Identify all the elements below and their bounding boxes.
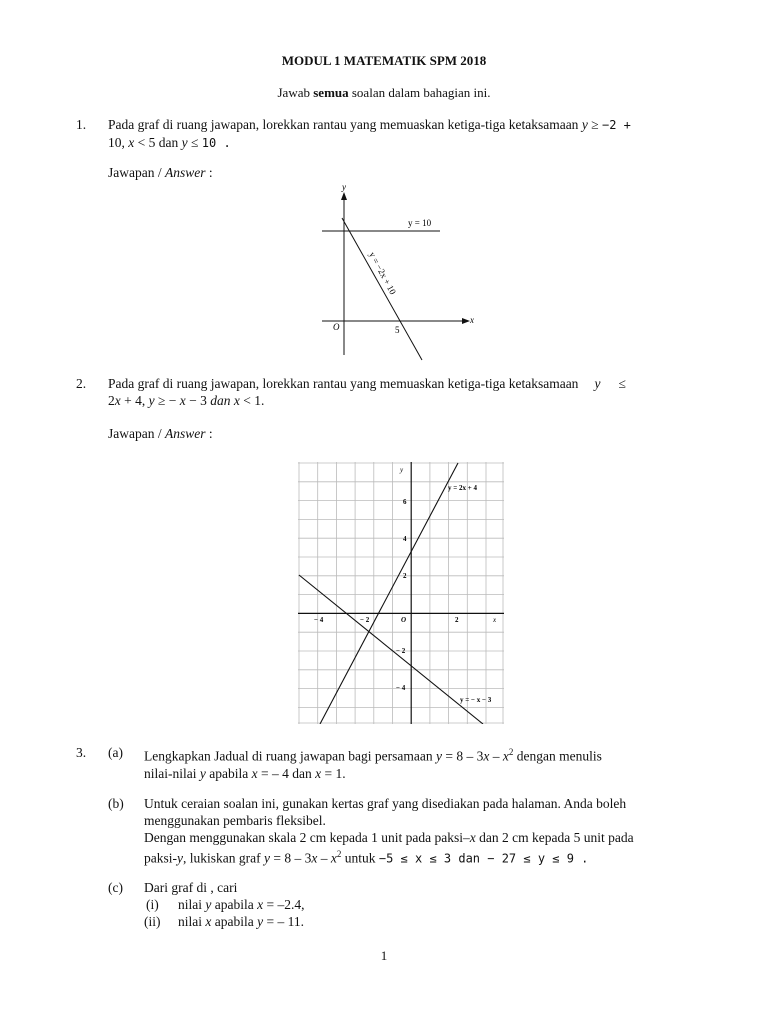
q3b-text <box>144 795 744 868</box>
q2-tick-x-neg4: − 4 <box>314 616 324 624</box>
q2-answer-label: Jawapan / Answer : <box>108 426 213 441</box>
q1-number: 1. <box>76 117 87 132</box>
q3b-line2: menggunakan pembaris fleksibel. <box>144 813 326 828</box>
q2-origin-label: O <box>401 616 407 624</box>
q2-tick-x-2: 2 <box>455 616 459 624</box>
q3b-line4: paksi-y, lukiskan graf $y = 8 - 3x - x^2$ untuk −5 ≤ x ≤ 3 dan − 27 ≤ y ≤ 9 . <box>144 849 589 866</box>
q3a-line2: nilai-nilai y apabila x = – 4 dan x = 1. <box>144 765 346 781</box>
q1-graph <box>300 180 490 370</box>
q1-x-arrow-icon <box>462 318 470 324</box>
q3-number: 3. <box>76 745 87 760</box>
q1-line-y10-label: y = 10 <box>408 218 432 228</box>
q1-line2: 10, x < 5 dan y ≤ 10 . <box>108 135 231 150</box>
instructions: Jawab semua soalan dalam bahagian ini. <box>277 85 491 100</box>
q2-graph <box>298 462 504 724</box>
q2-line1-label: y = 2x + 4 <box>448 484 477 492</box>
q3a-text <box>144 744 744 782</box>
q2-tick-y-neg4: − 4 <box>396 684 406 692</box>
q3c-ii-label: (ii) <box>144 914 161 929</box>
q2-line2-label: y = − x − 3 <box>460 696 492 704</box>
q1-origin-label: O <box>333 322 340 332</box>
q1-text <box>108 116 708 152</box>
q1-y-label: y <box>342 182 346 192</box>
q2-tick-y-neg2: − 2 <box>396 647 406 655</box>
q1-line-diagonal-label: y = −2x + 10 <box>367 250 399 297</box>
q2-line-neg-x-minus-3 <box>299 575 483 724</box>
q1-y-arrow-icon <box>341 192 347 200</box>
q3c-label: (c) <box>108 880 123 895</box>
q2-tick-x-neg2: − 2 <box>360 616 370 624</box>
q1-x-intercept-label: 5 <box>395 325 400 335</box>
q3a-label: (a) <box>108 745 123 760</box>
page-number: 1 <box>380 948 388 963</box>
q2-number: 2. <box>76 376 87 391</box>
q1-x-label: x <box>470 315 474 325</box>
q2-tick-y-6: 6 <box>403 498 407 506</box>
q2-tick-y-2: 2 <box>403 572 407 580</box>
q3b-line3: Dengan menggunakan skala 2 cm kepada 1 unit pada paksi–x dan 2 cm kepada 5 unit pada <box>144 830 634 845</box>
q2-tick-y-4: 4 <box>403 535 407 543</box>
q1-line-diagonal <box>342 218 422 360</box>
q2-line2: 2x + 4, y ≥ − x − 3 dan x < 1. <box>108 393 265 408</box>
q2-line1: Pada graf di ruang jawapan, lorekkan rantau yang memuaskan ketiga-tiga ketaksamaan y ≤ <box>108 376 626 391</box>
q1-line1: Pada graf di ruang jawapan, lorekkan rantau yang memuaskan ketiga-tiga ketaksamaan y ≥ −2 + <box>108 117 631 132</box>
q3c-i-text: nilai y apabila x = –2.4, <box>178 897 305 912</box>
q3b-line1: Untuk ceraian soalan ini, gunakan kertas graf yang disediakan pada halaman. Anda boleh <box>144 796 627 811</box>
q3a-line1: Lengkapkan Jadual di ruang jawapan bagi persamaan $y = 8 - 3x - x^2$ dengan menulis <box>144 747 602 764</box>
q3c-line1: Dari graf di , cari <box>144 880 238 895</box>
q3c-ii-text: nilai x apabila y = – 11. <box>178 914 304 929</box>
q2-line-2x-plus-4 <box>320 463 458 724</box>
q2-text <box>108 375 718 409</box>
q3c-i-label: (i) <box>146 897 159 912</box>
q1-answer-label: Jawapan / Answer : <box>108 165 213 180</box>
q3b-label: (b) <box>108 796 124 811</box>
q2-y-label: y <box>400 466 404 474</box>
q2-x-label: x <box>493 616 497 624</box>
page-title: MODUL 1 MATEMATIK SPM 2018 <box>281 53 487 68</box>
